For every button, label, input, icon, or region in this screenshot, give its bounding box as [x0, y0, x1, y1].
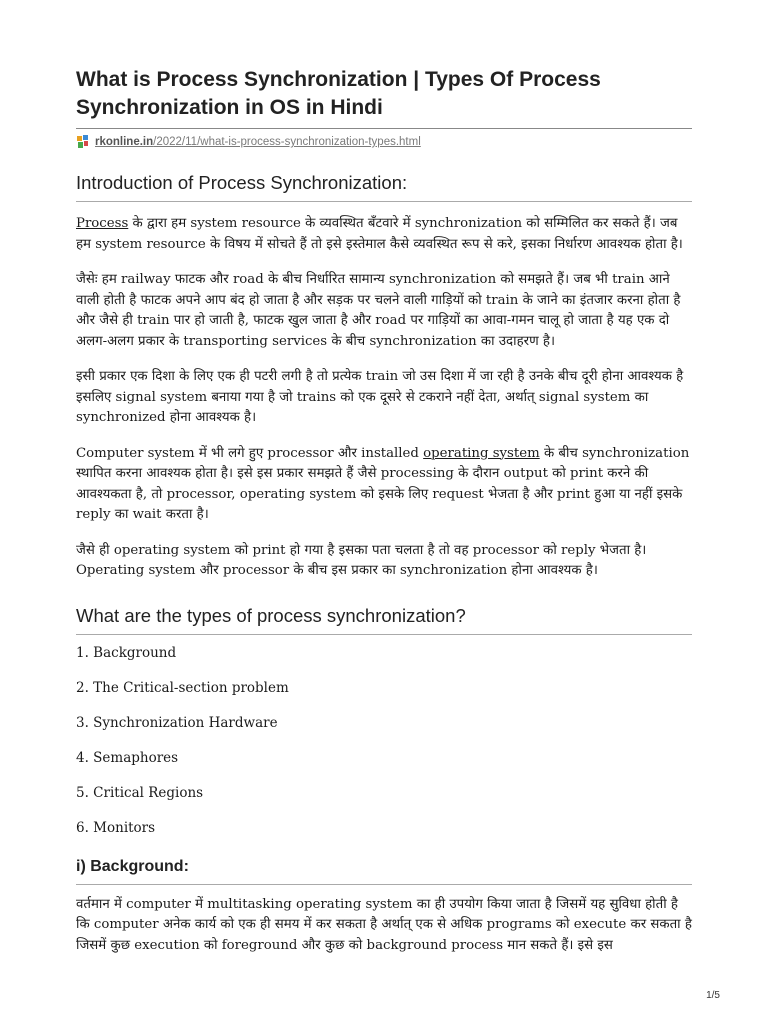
- list-item: 4. Semaphores: [76, 749, 179, 766]
- source-domain: rkonline.in: [95, 136, 154, 148]
- list-item: 1. Background: [76, 644, 177, 661]
- background-divider: [76, 884, 692, 885]
- types-divider: [76, 634, 692, 635]
- types-heading: What are the types of process synchronization?: [76, 604, 466, 626]
- list-item: 6. Monitors: [76, 819, 156, 836]
- page-number: 1/5: [706, 990, 720, 1001]
- paragraph-6: वर्तमान में computer में multitasking operating system का ही उपयोग किया जाता है जिसमें यह सुविधा होती है कि computer अनेक कार्य को एक ही समय में कर सकता है अर्थात् एक से अधिक programs को execute कर सकता है जिसमें कुछ execution को foreground और कुछ को background process मान सकते हैं। इसे इस: [76, 896, 692, 953]
- source-path: /2022/11/what-is-process-synchronization-types.html: [153, 136, 421, 148]
- background-heading: i) Background:: [76, 857, 189, 875]
- paragraph-3: इसी प्रकार एक दिशा के लिए एक ही पटरी लगी है तो प्रत्येक train जो उस दिशा में जा रही है उनके बीच दूरी होना आवश्यक है इसलिए signal system बनाया गया है जो trains को एक दूसरे से टकराने नहीं देता, अर्थात् signal system का synchronized होना आवश्यक है।: [76, 369, 684, 425]
- paragraph-4-after: के बीच synchronization स्थापित करना आवश्यक होता है। इसे इस प्रकार समझते हैं जैसे processing के दौरान output को print करने की आवश्यकता है, तो processor, operating system को इसके लिए request भेजता है और print हुआ या नहीं इसके reply का wait करता है।: [76, 445, 690, 522]
- document-page: [76, 66, 692, 956]
- list-item: 5. Critical Regions: [76, 784, 204, 801]
- paragraph-2: जैसेः हम railway फाटक और road के बीच निर्धारित सामान्य synchronization को समझते हैं। जब भी train आने वाली होती है फाटक अपने आप बंद हो जाता है और सड़क पर चलने वाली गाड़ियों को train के जाने का इंतजार करना होता है और जैसे ही train पार हो जाती है, फाटक खुल जाता है और road पर गाड़ियों का आवा-गमन चालू हो जाता है यह एक दो अलग-अलग प्रकार के transporting services के बीच synchronization का उदाहरण है।: [76, 272, 681, 349]
- operating-system-link[interactable]: operating system: [423, 445, 540, 461]
- paragraph-1: [76, 214, 692, 255]
- page-title: What is Process Synchronization | Types Of Process Synchronization in OS in Hindi: [76, 68, 601, 119]
- intro-divider: [76, 201, 692, 202]
- source-line: [76, 131, 692, 153]
- source-link[interactable]: [95, 136, 421, 148]
- process-link[interactable]: Process: [76, 216, 129, 231]
- paragraph-5: जैसे ही operating system को print हो गया है इसका पता चलता है तो वह processor को reply भेजता है। Operating system और processor के बीच इस प्रकार का synchronization होना आवश्यक है।: [76, 542, 647, 578]
- list-item: 2. The Critical-section problem: [76, 679, 289, 696]
- site-favicon-icon: [76, 134, 90, 150]
- paragraph-4-before: Computer system में भी लगे हुए processor और installed: [76, 445, 424, 461]
- paragraph-4: [76, 444, 692, 526]
- list-item: 3. Synchronization Hardware: [76, 714, 278, 731]
- title-divider: [76, 128, 692, 129]
- paragraph-1-text: के द्वारा हम system resource के व्यवस्थित बँटवारे में synchronization को सम्मिलित कर सकते हैं। जब हम system resource के विषय में सोचते हैं तो इसे इस्तेमाल कैसे व्यवस्थित रूप से करे, इसका निर्धारण आवश्यक होता है।: [76, 216, 683, 252]
- types-list: [76, 643, 692, 838]
- intro-heading: Introduction of Process Synchronization:: [76, 172, 408, 193]
